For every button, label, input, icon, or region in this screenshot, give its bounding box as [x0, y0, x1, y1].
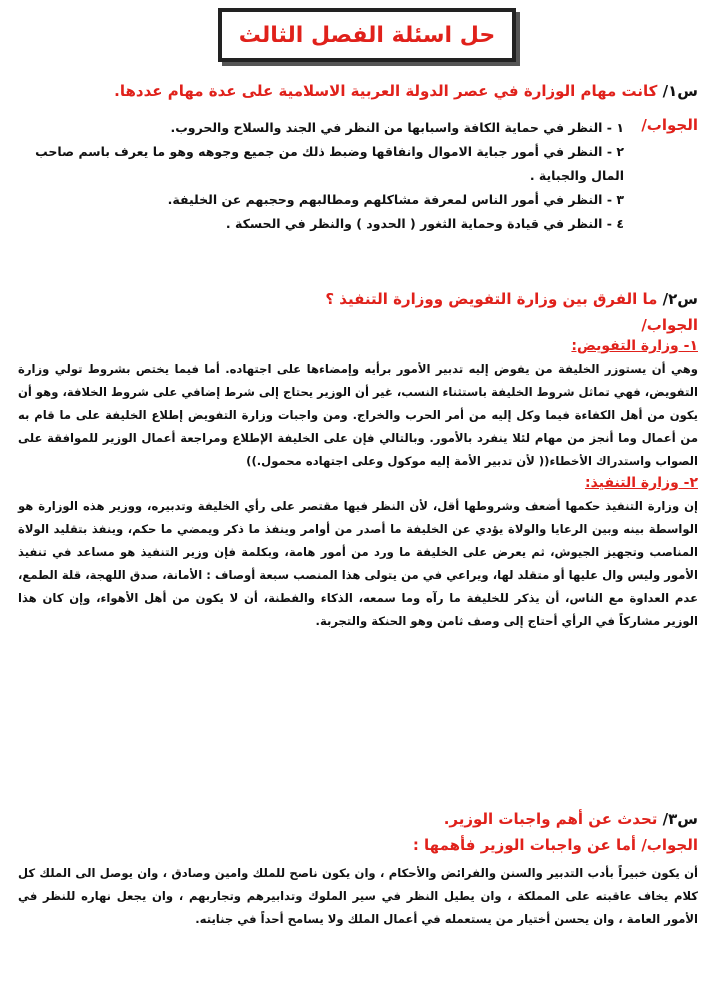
answer-1: [18, 116, 698, 236]
list-item: ٢ - النظر في أمور جباية الاموال وانفاقها وضبط ذلك من جميع وجوهه وهو ما يعرف باسم صاحب المال والجباية .: [35, 144, 624, 183]
question-1: [18, 80, 698, 102]
answer-1-body: [18, 116, 698, 236]
question-3: [18, 808, 698, 931]
question-2-text: ما الفرق بين وزارة التفويض ووزارة التنفيذ ؟: [325, 290, 658, 308]
answer-2-label: الجواب/: [641, 316, 698, 334]
tafweed-paragraph: وهي أن يستوزر الخليفة من يفوض إليه تدبير الأمور برأيه وإمضاءها على اجتهاده. أما فيما يختص بشروط تولي وزارة التفويض، فهي تماثل شروط الخليفة باستثناء النسب، غير أن الوزير يحتاج إلى شرط إضافي على شروط الخلافة، وهو أن يكون من أهل الكفاءة فيما وكل إليه من أمر الحرب والخراج. ومن واجبات وزارة التفويض إطلاع الخليفة على ما قام به من أعمال وما أنجز من مهام لئلا ينفرد بالأمور. وبالتالي فإن على الخليفة الإطلاع ومراجعة أعمال الوزير للموافقة على الصواب واستدراك الأخطاء(( لأن تدبير الأمة إليه موكول وعلى اجتهاده محمول.)): [18, 362, 698, 468]
tafweed-heading: ١- وزارة التفويض:: [571, 338, 698, 354]
answer-3-line: [18, 834, 698, 856]
question-1-line: [18, 80, 698, 102]
tanfeeth-heading: ٢- وزارة التنفيذ:: [585, 475, 698, 491]
question-3-text: تحدث عن أهم واجبات الوزير.: [443, 810, 658, 828]
page-title: حل اسئلة الفصل الثالث: [238, 22, 496, 48]
question-3-label: س٣/: [662, 810, 698, 828]
answer-3-paragraph: أن يكون خبيراً بأدب التدبير والسنن والفرائض والأحكام ، وان يكون ناصح للملك وامين وصادق ، وان يوصل الى الملك كل كلام يخاف عاقبته على المملكة ، وان يطيل النظر في سير الملوك وتدابيرهم وتجاربهم ، وان يجعل نهاره للنظر في الأمور العامة ، وان يحسن أختيار من يستعمله في أعمال الملك ولا يسامح أحداً في جنايته.: [18, 866, 698, 926]
answer-1-label: الجواب/: [641, 116, 698, 134]
tanfeeth-paragraph: إن وزارة التنفيذ حكمها أضعف وشروطها أقل، لأن النظر فيها مقتصر على رأي الخليفة وتدبيره، ووزير هذه الوزارة هو الواسطة بينه وبين الرعايا والولاة يؤدي عن الخليفة ما أصدر من أوامر وينفذ ما ذكر ويمضي ما حكم، وينفذ بتقليد الولاة المناصب وتجهيز الجيوش، ثم يعرض على الخليفة ما ورد من أمور هامة، وبكلمة فإن وزير التنفيذ هو مساعد في تنفيذ الأمور وليس وال عليها أو متقلد لها، ويراعي في من يتولى هذا المنصب سبعة أوصاف : الأمانة، صدق اللهجة، قلة الطمع، عدم العداوة مع الناس، أن يذكر للخليفة ما رآه وما سمعه، الذكاء والفطنة، أن لا يكون من أهل الأهواء، وإن كان هذا الوزير مشاركاً في الرأي أحتاج إلى وصف ثامن وهو الحنكة والتجربة.: [18, 499, 698, 628]
question-3-line: [18, 808, 698, 830]
list-item: ٤ - النظر في قيادة وحماية الثغور ( الحدود ) والنظر في الحسكة .: [225, 216, 624, 231]
list-item: ٣ - النظر في أمور الناس لمعرفة مشاكلهم ومطالبهم وحجبهم عن الخليفة.: [167, 192, 624, 207]
question-1-label: س١/: [662, 82, 698, 100]
question-2-label: س٢/: [662, 290, 698, 308]
question-2-line: [18, 288, 698, 310]
list-item: ١ - النظر في حماية الكافة واسبابها من النظر في الجند والسلاح والحروب.: [170, 120, 624, 135]
page-title-box: [218, 8, 516, 62]
answer-3-intro: أما عن واجبات الوزير فأهمها :: [412, 836, 637, 854]
answer-1-list: [18, 116, 624, 236]
answer-3-label: الجواب/: [641, 836, 698, 854]
question-2: [18, 288, 698, 633]
question-1-text: كانت مهام الوزارة في عصر الدولة العربية الاسلامية على عدة مهام عددها.: [114, 82, 658, 100]
